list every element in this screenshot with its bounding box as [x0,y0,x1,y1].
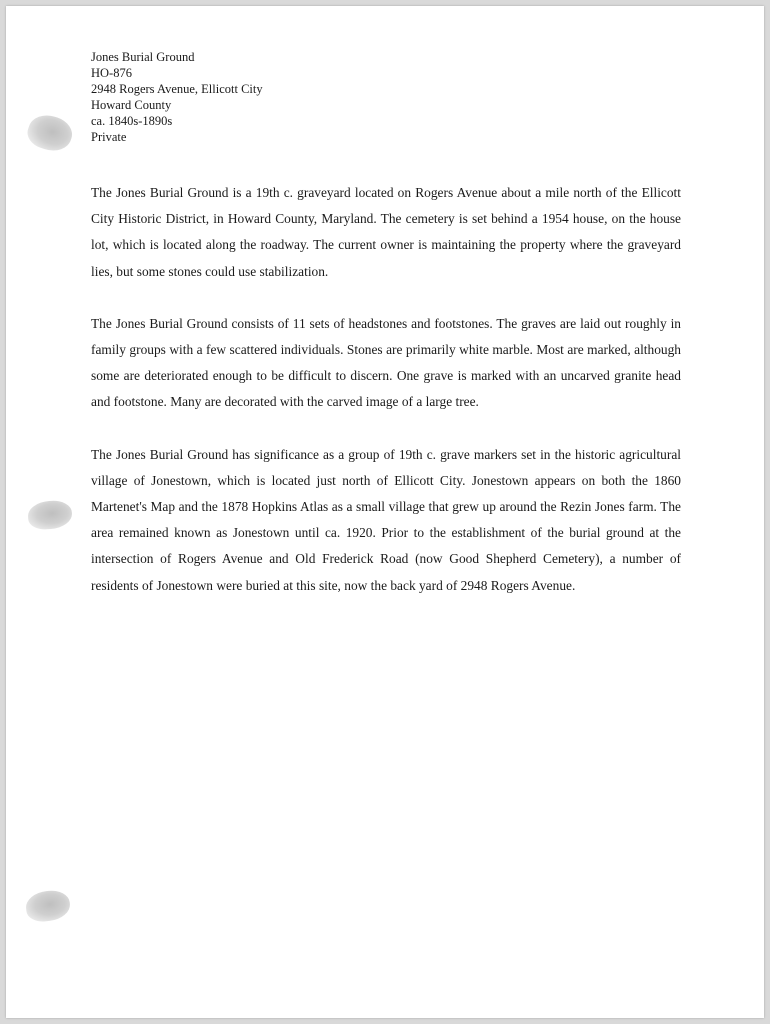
punch-hole-top [24,110,76,156]
site-name: Jones Burial Ground [91,50,195,64]
paragraph-description: The Jones Burial Ground consists of 11 sets of headstones and footstones. The graves are laid out roughly in family groups with a few scattered individuals. Stones are primarily white marble. Most are marked, although some are deteriorated enough to be difficult to discern. One grave is marked with an uncarved granite head and footstone. Many are decorated with the carved image of a large tree. [91,315,681,410]
punch-hole-middle [27,499,73,530]
punch-hole-bottom [25,889,72,923]
site-county: Howard County [91,98,172,112]
access-status: Private [91,130,127,144]
date-range: ca. 1840s-1890s [91,114,173,128]
site-address: 2948 Rogers Avenue, Ellicott City [91,82,263,96]
description-body [91,180,681,625]
paragraph-overview: The Jones Burial Ground is a 19th c. graveyard located on Rogers Avenue about a mile north of the Ellicott City Historic District, in Howard County, Maryland. The cemetery is set behind a 1954 house, on the house lot, which is located along the roadway. The current owner is maintaining the property where the graveyard lies, but some stones could use stabilization. [91,185,681,279]
paragraph-significance: The Jones Burial Ground has significance as a group of 19th c. grave markers set in the historic agricultural village of Jonestown, which is located just north of Ellicott City. Jonestown appears on both the 1860 Martenet's Map and the 1878 Hopkins Atlas as a small village that grew up around the Rezin Jones farm. The area remained known as Jonestown until ca. 1920. Prior to the establishment of the burial ground at the intersection of Rogers Avenue and Old Frederick Road (now Good Shepherd Cemetery), a number of residents of Jonestown were buried at this site, now the back yard of 2948 Rogers Avenue. [91,446,681,593]
site-header [91,49,263,145]
inventory-number: HO-876 [91,66,132,80]
